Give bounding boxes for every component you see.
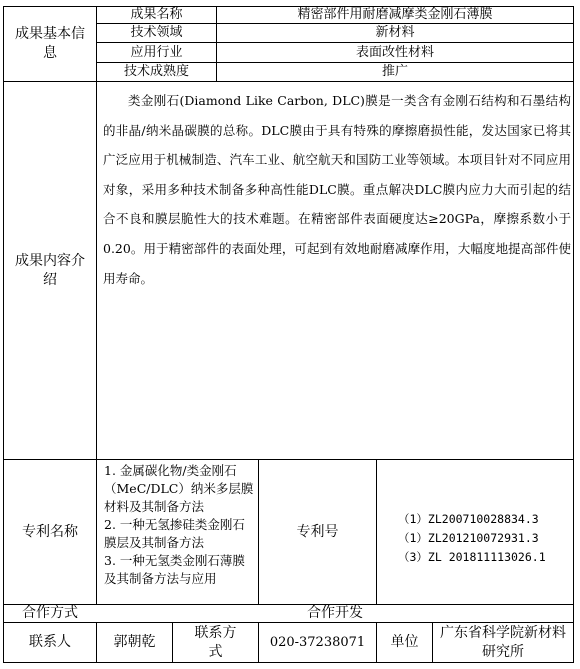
list-item: （3）ZL 201811113026.1: [398, 550, 546, 564]
unit-label: 单位: [390, 634, 419, 650]
patent-number-label: 专利号: [296, 523, 339, 540]
field-tech-domain-label: 技术领域: [130, 25, 183, 40]
field-industry-label: 应用行业: [130, 44, 183, 60]
border-bottom: [3, 662, 574, 663]
contact-person-name: 郭朝乾: [113, 634, 156, 650]
list-item: （1）ZL200710028834.3: [398, 512, 539, 526]
contact-phone: 020-37238071: [269, 634, 366, 650]
list-item: 1. 金属碳化物/类金刚石（MeC/DLC）纳米多层膜材料及其制备方法: [104, 463, 254, 514]
contact-method-label: 联系方式: [194, 624, 237, 660]
list-item: 2. 一种无氢掺硅类金刚石膜层及其制备方法: [104, 517, 245, 550]
contact-person-label: 联系人: [29, 634, 71, 650]
patent-name-list: [104, 462, 257, 588]
list-item: 3. 一种无氢类金刚石薄膜及其制备方法与应用: [104, 553, 245, 586]
basic-info-label: 成果基本信息: [15, 26, 85, 61]
patent-number-list: [398, 510, 574, 567]
divider-patent-b: [376, 459, 377, 605]
divider-label-col: [96, 6, 97, 605]
field-tech-domain-value: 新材料: [375, 25, 415, 40]
cooperation-value: 合作开发: [307, 605, 363, 621]
field-maturity-value: 推广: [381, 64, 408, 79]
content-description: 类金刚石(Diamond Like Carbon, DLC)膜是一类含有金刚石结构和石墨结构的非晶/纳米晶碳膜的总称。DLC膜由于具有特殊的摩擦磨损性能，发达国家已将其广泛应用于机械制造、汽车工业、航空航天和国防工业等领域。本项目针对不同应用对象，采用多种技术制备多种高性能DLC膜。重点解决DLC膜内应力大而引起的结合不良和膜层脆性大的技术难题。在精密部件表面硬度达≥20GPa，摩擦系数小于0.20。用于精密部件的表面处理，可起到有效地耐磨减摩作用，大幅度地提高部件使用寿命。: [103, 93, 571, 286]
cooperation-label: 合作方式: [22, 605, 78, 621]
field-maturity-label: 技术成熟度: [123, 64, 189, 79]
unit-name: 广东省科学院新材料研究所: [440, 624, 566, 660]
field-industry-value: 表面改性材料: [355, 44, 434, 60]
patent-name-label: 专利名称: [22, 523, 78, 540]
field-name-label: 成果名称: [130, 7, 183, 22]
field-name-value: 精密部件用耐磨减摩类金刚石薄膜: [297, 7, 493, 22]
list-item: （1）ZL201210072931.3: [398, 531, 539, 545]
content-section-label: 成果内容介绍: [15, 252, 85, 288]
